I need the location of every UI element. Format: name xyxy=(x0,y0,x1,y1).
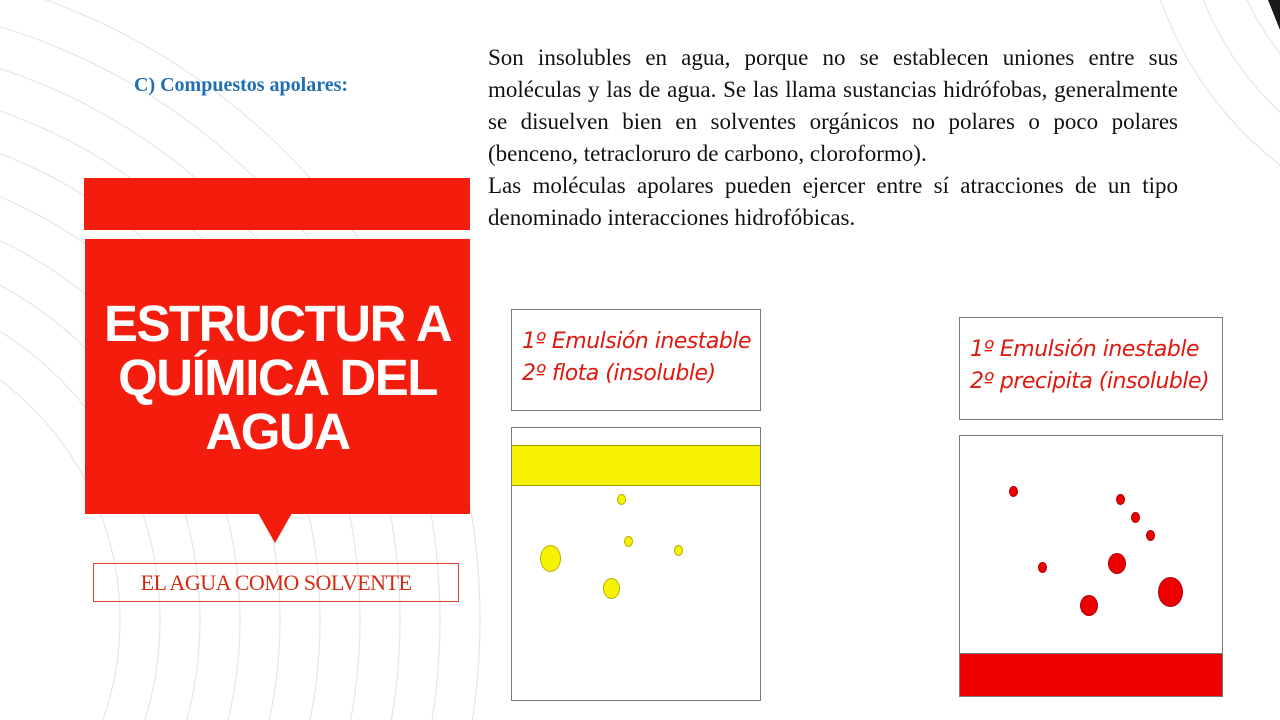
diagram-right-line-1: 1º Emulsión inestable xyxy=(970,337,1199,362)
body-text xyxy=(488,42,1178,234)
paragraph-1: Son insolubles en agua, porque no se establecen uniones entre sus moléculas y las de agua. Se las llama sustancias hidrófobas, generalmente se disuelven bien en solventes orgánicos no polares o poco polares (benceno, tetracloruro de carbono, cloroformo). xyxy=(488,45,1178,166)
oil-droplet xyxy=(674,545,683,556)
slide-title: ESTRUCTUR A QUÍMICA DEL AGUA xyxy=(103,295,452,460)
diagram-left-label xyxy=(511,309,761,411)
precipitate-droplet xyxy=(1116,494,1125,505)
floating-oil-layer xyxy=(512,445,760,486)
precipitate-droplet xyxy=(1080,595,1098,616)
sediment-layer xyxy=(960,653,1222,696)
precipitate-droplet xyxy=(1108,553,1126,574)
red-accent-bar xyxy=(84,178,470,230)
oil-droplet xyxy=(624,536,633,547)
diagram-left-line-2: 2º flota (insoluble) xyxy=(522,361,716,386)
oil-droplet xyxy=(603,578,620,599)
section-label: EL AGUA COMO SOLVENTE xyxy=(93,563,459,602)
paragraph-2: Las moléculas apolares pueden ejercer entre sí atracciones de un tipo denominado interacciones hidrofóbicas. xyxy=(488,173,1178,230)
oil-droplet xyxy=(540,545,561,572)
precipitate-droplet xyxy=(1131,512,1140,523)
oil-droplet xyxy=(617,494,626,505)
precipitate-droplet xyxy=(1009,486,1018,497)
diagram-right-beaker xyxy=(959,435,1223,697)
diagram-left-beaker xyxy=(511,427,761,701)
diagram-right-label xyxy=(959,317,1223,420)
diagram-left-line-1: 1º Emulsión inestable xyxy=(522,329,751,354)
precipitate-droplet xyxy=(1158,577,1183,607)
precipitate-droplet xyxy=(1038,562,1047,573)
title-box xyxy=(85,239,470,514)
diagram-right-line-2: 2º precipita (insoluble) xyxy=(970,369,1210,394)
section-subtitle: C) Compuestos apolares: xyxy=(134,74,349,96)
title-pointer xyxy=(258,513,292,543)
precipitate-droplet xyxy=(1146,530,1155,541)
